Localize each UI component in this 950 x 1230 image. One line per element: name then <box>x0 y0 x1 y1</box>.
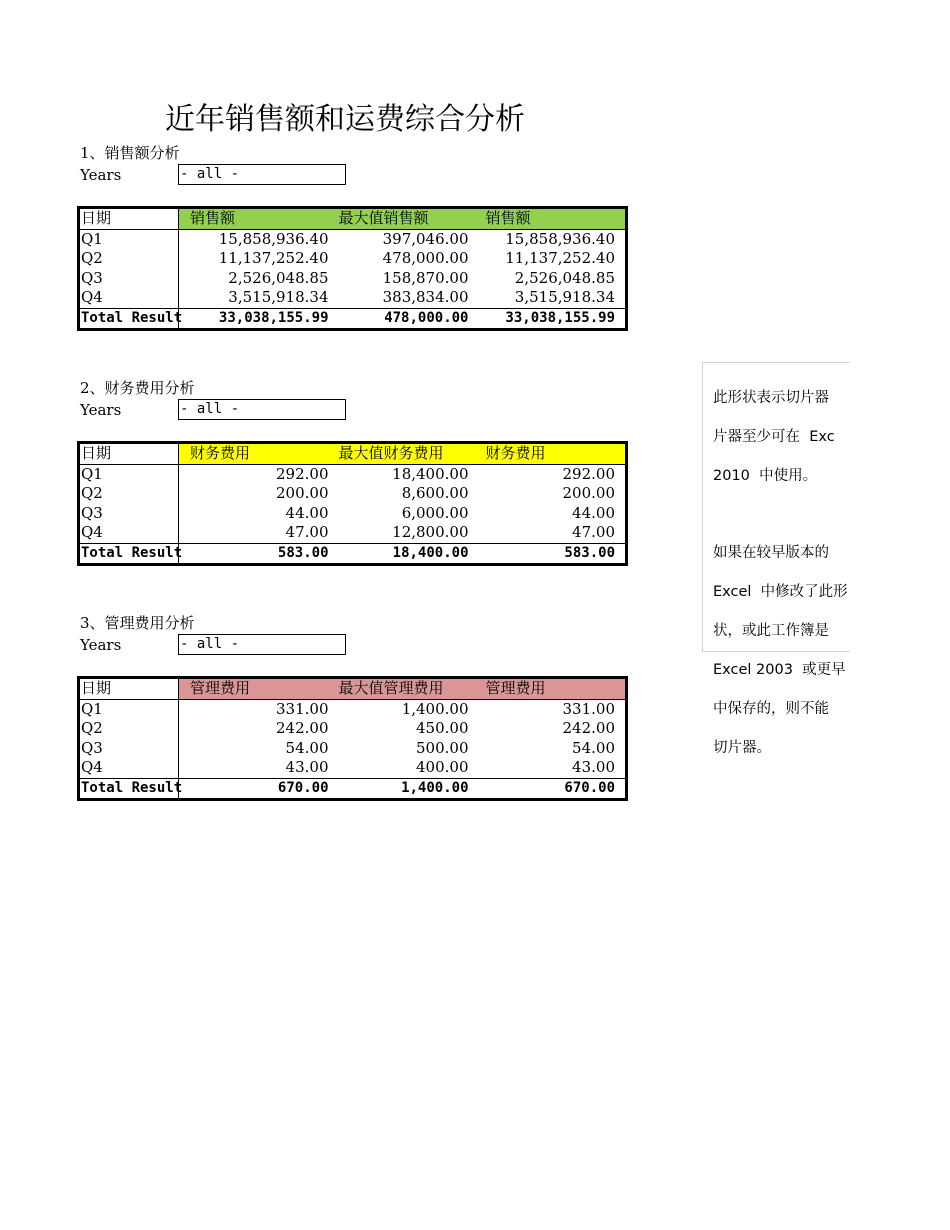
total-value-1: 670.00 <box>179 778 339 800</box>
cell-value-1: 54.00 <box>285 738 329 757</box>
header-col-1: 管理费用 <box>179 678 339 700</box>
section-2-label: 2、财务费用分析 <box>80 379 195 397</box>
row-period: Q2 <box>79 249 179 269</box>
cell-value-2: 450.00 <box>416 719 469 738</box>
slicer-note-line: Excel 2003 或更早 <box>713 662 846 678</box>
cell-value-1: 11,137,252.40 <box>218 249 329 268</box>
row-period: Q3 <box>79 269 179 289</box>
row-period: Q4 <box>79 758 179 778</box>
row-period: Q1 <box>79 464 179 484</box>
cell-value-2: 1,400.00 <box>401 699 469 718</box>
slicer-note-line: 状，或此工作簿是 <box>713 623 829 639</box>
table-row <box>79 504 627 524</box>
cell-value-2: 478,000.00 <box>382 249 469 268</box>
table-row <box>79 464 627 484</box>
cell-value-1: 44.00 <box>285 503 329 522</box>
cell-value-3: 292.00 <box>562 464 615 483</box>
cell-value-3: 11,137,252.40 <box>505 249 615 268</box>
row-period: Q4 <box>79 523 179 543</box>
cell-value-1: 292.00 <box>276 464 329 483</box>
cell-value-2: 158,870.00 <box>382 268 469 287</box>
total-value-2: 478,000.00 <box>339 308 479 330</box>
table-header-row <box>79 443 627 465</box>
table-row <box>79 758 627 778</box>
table-total-row <box>79 308 627 330</box>
section-1-years-filter[interactable]: - all - <box>178 164 346 185</box>
cell-value-2: 397,046.00 <box>382 229 469 248</box>
cell-value-2: 383,834.00 <box>382 288 469 307</box>
slicer-placeholder-note[interactable] <box>702 362 850 756</box>
cell-value-1: 200.00 <box>276 484 329 503</box>
cell-value-1: 43.00 <box>285 758 329 777</box>
cell-value-1: 47.00 <box>285 523 329 542</box>
row-period: Q2 <box>79 484 179 504</box>
table-row <box>79 699 627 719</box>
cell-value-2: 12,800.00 <box>392 523 469 542</box>
cell-value-1: 242.00 <box>276 719 329 738</box>
cell-value-3: 43.00 <box>572 758 615 777</box>
header-col-1: 销售额 <box>179 208 339 230</box>
cell-value-3: 15,858,936.40 <box>505 229 615 248</box>
section-2-years-filter[interactable]: - all - <box>178 399 346 420</box>
row-period: Q1 <box>79 229 179 249</box>
table-header-row <box>79 208 627 230</box>
table-row <box>79 484 627 504</box>
total-value-3: 33,038,155.99 <box>479 308 627 330</box>
header-col-3: 销售额 <box>479 208 627 230</box>
header-col-2: 最大值财务费用 <box>339 443 479 465</box>
section-1-years-label: Years <box>80 166 122 184</box>
table-row <box>79 719 627 739</box>
section-3-years-filter[interactable]: - all - <box>178 634 346 655</box>
section-3-label: 3、管理费用分析 <box>80 614 195 632</box>
section-3-pivot-table <box>77 676 628 801</box>
header-col-3: 管理费用 <box>479 678 627 700</box>
total-label: Total Result <box>79 543 179 565</box>
slicer-note-line: 切片器。 <box>713 740 771 756</box>
total-value-2: 18,400.00 <box>339 543 479 565</box>
slicer-note-spacer <box>713 506 850 525</box>
row-period: Q4 <box>79 288 179 308</box>
total-value-1: 33,038,155.99 <box>179 308 339 330</box>
slicer-note-line: 如果在较早版本的 <box>713 545 829 561</box>
header-period: 日期 <box>79 208 179 230</box>
header-col-3: 财务费用 <box>479 443 627 465</box>
slicer-note-line: 片器至少可在 Exc <box>713 428 835 445</box>
section-2-years-label: Years <box>80 401 122 419</box>
cell-value-1: 2,526,048.85 <box>228 268 329 287</box>
row-period: Q2 <box>79 719 179 739</box>
table-row <box>79 288 627 308</box>
table-header-row <box>79 678 627 700</box>
total-value-1: 583.00 <box>179 543 339 565</box>
cell-value-2: 400.00 <box>416 758 469 777</box>
cell-value-3: 331.00 <box>562 699 615 718</box>
cell-value-3: 54.00 <box>572 738 615 757</box>
cell-value-1: 331.00 <box>276 699 329 718</box>
cell-value-2: 500.00 <box>416 738 469 757</box>
cell-value-3: 2,526,048.85 <box>514 268 615 287</box>
cell-value-3: 44.00 <box>572 503 615 522</box>
row-period: Q3 <box>79 504 179 524</box>
header-col-2: 最大值管理费用 <box>339 678 479 700</box>
table-row <box>79 229 627 249</box>
row-period: Q3 <box>79 739 179 759</box>
cell-value-3: 200.00 <box>562 484 615 503</box>
section-3-years-label: Years <box>80 636 122 654</box>
total-value-3: 583.00 <box>479 543 627 565</box>
table-row <box>79 249 627 269</box>
row-period: Q1 <box>79 699 179 719</box>
total-value-2: 1,400.00 <box>339 778 479 800</box>
header-col-2: 最大值销售额 <box>339 208 479 230</box>
section-1-label: 1、销售额分析 <box>80 144 180 162</box>
total-label: Total Result <box>79 778 179 800</box>
cell-value-3: 47.00 <box>572 523 615 542</box>
cell-value-1: 15,858,936.40 <box>218 229 329 248</box>
total-value-3: 670.00 <box>479 778 627 800</box>
cell-value-2: 6,000.00 <box>401 503 469 522</box>
table-total-row <box>79 778 627 800</box>
header-period: 日期 <box>79 678 179 700</box>
cell-value-2: 8,600.00 <box>401 484 469 503</box>
slicer-note-line: Excel 中修改了此形 <box>713 584 848 600</box>
table-row <box>79 739 627 759</box>
table-row <box>79 269 627 289</box>
cell-value-2: 18,400.00 <box>392 464 469 483</box>
page-title: 近年销售额和运费综合分析 <box>165 102 525 137</box>
table-total-row <box>79 543 627 565</box>
table-row <box>79 523 627 543</box>
slicer-note-line: 此形状表示切片器 <box>713 389 829 406</box>
section-1-pivot-table <box>77 206 628 331</box>
total-label: Total Result <box>79 308 179 330</box>
cell-value-3: 242.00 <box>562 719 615 738</box>
slicer-note-line: 中保存的，则不能 <box>713 701 829 717</box>
slicer-note-line: 2010 中使用。 <box>713 467 818 484</box>
cell-value-1: 3,515,918.34 <box>228 288 329 307</box>
cell-value-3: 3,515,918.34 <box>514 288 615 307</box>
header-col-1: 财务费用 <box>179 443 339 465</box>
header-period: 日期 <box>79 443 179 465</box>
section-2-pivot-table <box>77 441 628 566</box>
